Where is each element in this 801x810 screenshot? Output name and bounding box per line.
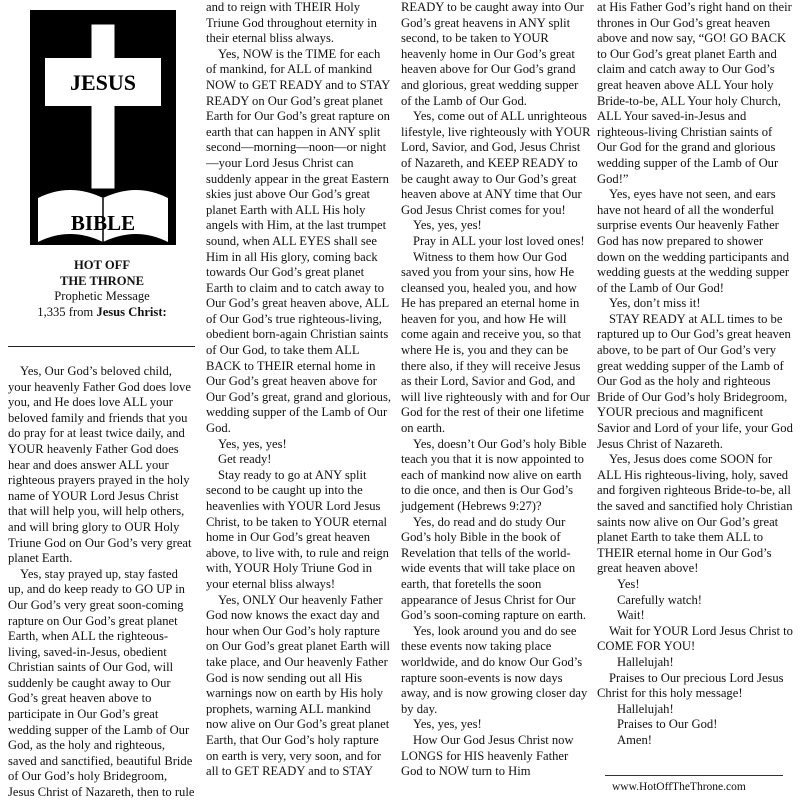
paragraph: Yes, don’t miss it! (609, 296, 701, 311)
paragraph: Pray in ALL your lost loved ones! (413, 233, 585, 248)
header-divider (8, 346, 195, 347)
closing-line: Hallelujah! (617, 654, 674, 669)
paragraph: Witness to them how Our God saved you from your sins, how He cleansed you, healed you, and how He has prepared an eternal home in heaven for you, and how He will come again and receive you, so that where He is, you and they can be there also, if they will receive Jesus as their Lord, Savior and God, and will live righteously with and for Our God for the rest of their one lifetime on earth. (401, 249, 590, 436)
column-2 (206, 0, 393, 780)
message-header (12, 258, 192, 320)
jesus-bible-logo (30, 10, 176, 245)
closing-line: Wait for YOUR Lord Jesus Christ to COME FOR YOU! (597, 623, 793, 654)
footer-url[interactable]: www.HotOffTheThrone.com (612, 781, 746, 793)
paragraph: How Our God Jesus Christ now LONGS for HIS heavenly Father God to NOW turn to Him (401, 732, 574, 779)
column-3 (401, 0, 591, 780)
closing-line: Hallelujah! (617, 701, 674, 716)
column-4 (597, 0, 793, 749)
header-line2: THE THRONE (59, 273, 145, 288)
closing-line: Wait! (617, 608, 645, 623)
header-line3: Prophetic Message (54, 289, 150, 303)
paragraph: Yes, yes, yes! (413, 218, 482, 233)
paragraph: Yes, come out of ALL unrighteous lifestyle, live righteously with YOUR Lord, Savior, and God, Jesus Christ of Nazareth, and KEEP READY to be caught away to Our God’s great heaven above at ANY time that Our God Jesus Christ comes for you! (401, 109, 591, 217)
paragraph: Yes, eyes have not seen, and ears have not heard of all the wonderful surprise events Our heavenly Father God has now prepared to shower down on the wedding participants and wedding guests at the wedding supper of the Lamb of Our God! (597, 187, 790, 295)
logo-bottom-word: BIBLE (70, 211, 136, 235)
closing-line: Praises to Our precious Lord Jesus Christ for this holy message! (597, 670, 784, 701)
paragraph: at His Father God’s right hand on their thrones in Our God’s great heaven above and now say, “GO! GO BACK to Our God’s great planet Earth and claim and catch away to Our God’s great heaven above ALL Your holy Bride-to-be, ALL Your holy Church, ALL Your saved-in-Jesus and righteous-living Christian saints of Our God for the grand and glorious wedding supper of the Lamb of Our God!” (597, 0, 792, 186)
paragraph: Yes, Our God’s beloved child, your heavenly Father God does love you, and He does love ALL your beloved family and friends that you do pray for at least twice daily, and YOUR heavenly Father God does hear and does answer ALL your righteous prayers prayed in the holy name of YOUR Lord Jesus Christ that will help you, will help others, and will bring glory to OUR Holy Triune God on Our God’s very great planet Earth. (8, 364, 192, 566)
paragraph: Yes, ONLY Our heavenly Father God now knows the exact day and hour when Our God’s holy rapture on Our God’s great planet Earth will take place, and Our heavenly Father God is now sending out all His warnings now on earth by His holy prophets, warning ALL mankind now alive on Our God’s great planet Earth, that Our God’s holy rapture on earth is very, very soon, and for all to GET READY and to STAY (206, 592, 390, 779)
paragraph: Yes, NOW is the TIME for each of mankind, for ALL of mankind NOW to GET READY and to STAY READY on Our God’s great planet Earth for Our God’s great rapture on earth that can happen in ANY split second—morning—noon—or night—your Lord Jesus Christ can suddenly appear in the great Eastern skies just above Our God’s great planet Earth with ALL His holy angels with Him, at the last trumpet sound, when ALL EYES shall see Him in all His glory, coming back towards Our God’s great planet Earth to claim and to catch away to Our God’s great heaven above, ALL of Our God’s true righteous-living, obedient born-again Christian saints of Our God, to take them ALL BACK to THEIR eternal home in Our God’s great heaven above for Our God’s great, grand and glorious, wedding supper of the Lamb of Our God. (206, 46, 392, 436)
paragraph: Yes, do read and do study Our God’s holy Bible in the book of Revelation that tells of the world-wide events that will take place on earth, that foretells the soon appearance of Jesus Christ for Our God’s soon-coming rapture on earth. (401, 514, 587, 623)
column-1 (8, 364, 195, 801)
paragraph: Stay ready to go at ANY split second to be caught up into the heavenlies with YOUR Lord Jesus Christ, to be taken to YOUR eternal home in Our God’s great heaven above, to live with, to rule and reign with, YOUR Holy Triune God in your eternal bliss always! (206, 467, 389, 591)
paragraph: Yes, yes, yes! (218, 436, 287, 451)
footer-divider (605, 775, 783, 776)
paragraph: READY to be caught away into Our God’s great heavens in ANY split second, to be taken to YOUR heavenly home in Our God’s great heaven above for Our God’s grand and glorious, great wedding supper of the Lamb of Our God. (401, 0, 584, 108)
paragraph: Yes, Jesus does come SOON for ALL His righteous-living, holy, saved and forgiven righteous Bride-to-be, all the saved and sanctified holy Christian saints now alive on Our God’s great planet Earth to take them ALL to THEIR eternal home in Our God’s great heaven above! (597, 452, 793, 576)
paragraph: Yes, look around you and do see these events now taking place worldwide, and do know Our God’s rapture soon-events is now days away, and is now growing closer day by day. (401, 623, 588, 716)
paragraph: Yes, yes, yes! (413, 717, 482, 732)
closing-line: Praises to Our God! (617, 717, 718, 732)
logo-top-word: JESUS (69, 70, 137, 95)
paragraph: Yes, stay prayed up, stay fasted up, and do keep ready to GO UP in Our God’s very great soon-coming rapture on Our God’s great planet Earth, when ALL the righteous-living, saved-in-Jesus, obedient Christian saints of Our God, will suddenly be caught away to Our God’s great heaven above to participate in Our God’s great wedding supper of the Lamb of Our God, as the holy and righteous, saved and sanctified, beautiful Bride of Our God’s holy Bridegroom, Jesus Christ of Nazareth, then to rule (8, 566, 195, 800)
header-line4-bold: Jesus Christ: (96, 304, 167, 319)
cross-bible-icon (30, 10, 176, 245)
paragraph: Get ready! (218, 452, 272, 467)
closing-line: Amen! (617, 732, 652, 747)
header-line1: HOT OFF (73, 258, 131, 272)
header-line4-prefix: 1,335 from (37, 304, 97, 319)
closing-line: Carefully watch! (617, 592, 702, 607)
paragraph: STAY READY at ALL times to be raptured up to Our God’s great heaven above, to be part of Our God’s very great wedding supper of the Lamb of Our God as the holy and righteous Bride of Our God’s holy Bridegroom, YOUR precious and magnificent Savior and Lord of your life, your God Jesus Christ of Nazareth. (597, 311, 793, 451)
paragraph: Yes, doesn’t Our God’s holy Bible teach you that it is now appointed to each of mankind now alive on earth to die once, and then is Our God’s judgement (Hebrews 9:27)? (401, 436, 587, 513)
closing-line: Yes! (617, 576, 640, 591)
paragraph: and to reign with THEIR Holy Triune God throughout eternity in their eternal bliss always. (206, 0, 377, 46)
